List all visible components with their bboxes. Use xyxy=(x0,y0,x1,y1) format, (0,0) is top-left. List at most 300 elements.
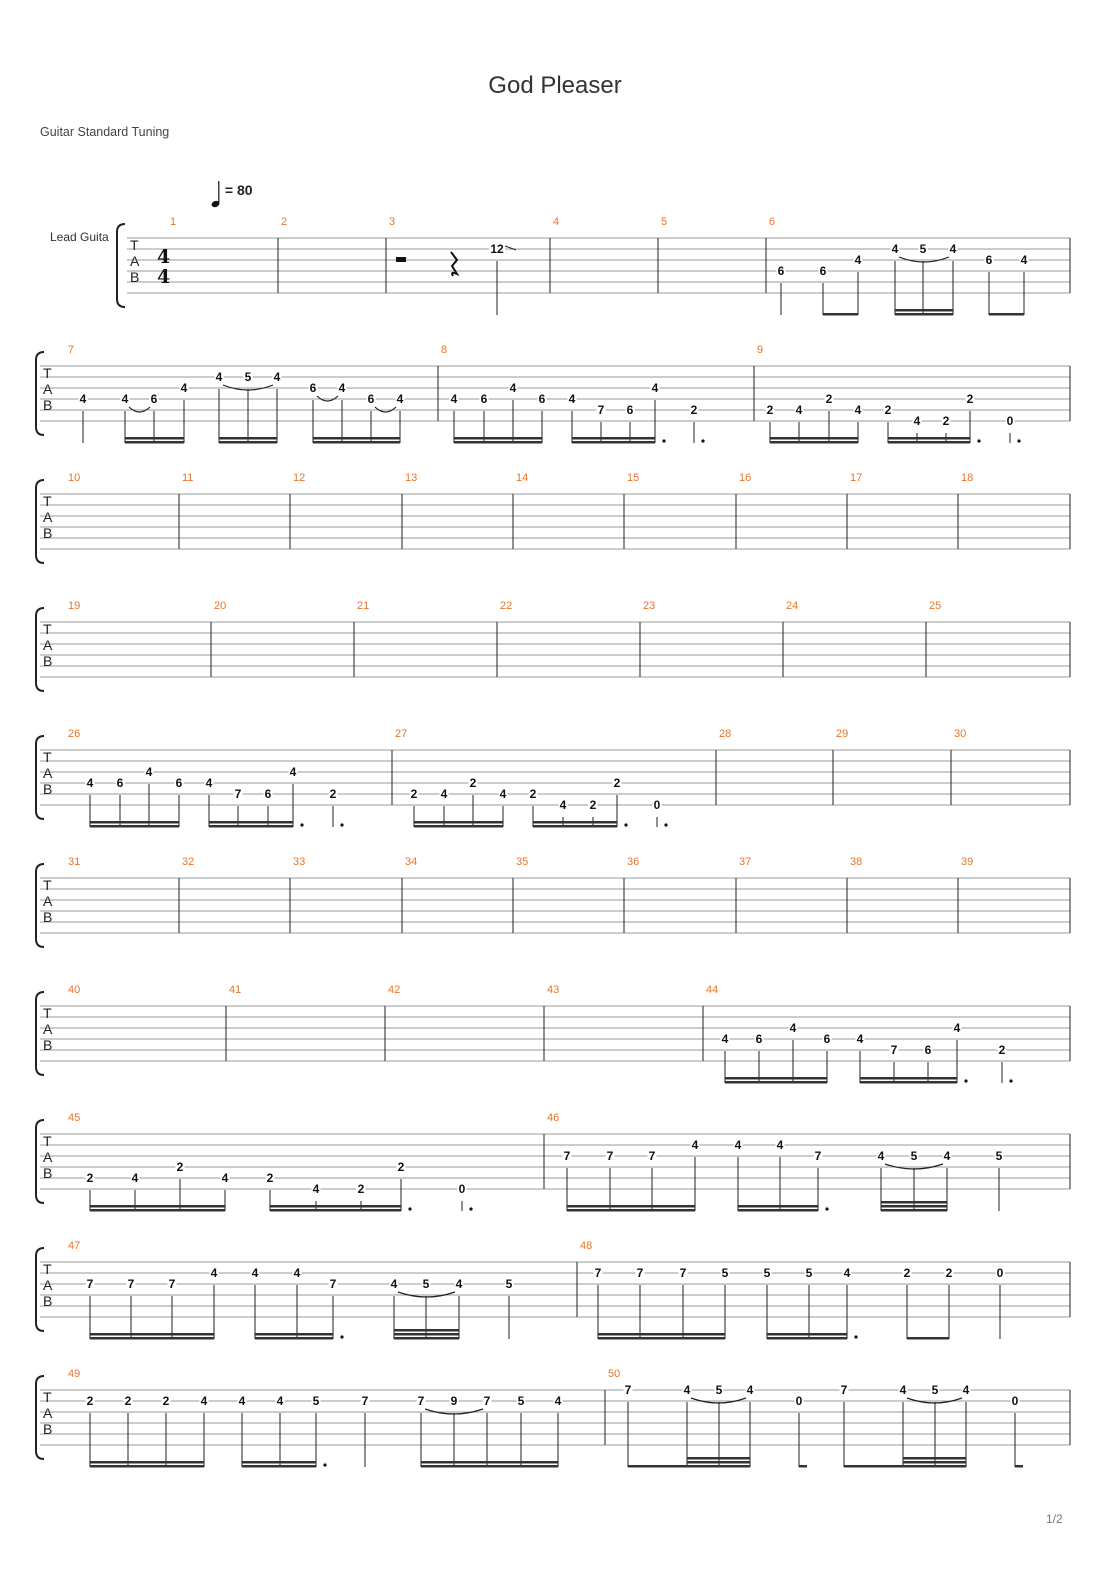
measure-number: 43 xyxy=(547,984,560,996)
note-beam xyxy=(567,1205,695,1208)
fret-number: 4 xyxy=(877,1149,885,1163)
fret-number: 4 xyxy=(651,381,659,395)
fret-number: 2 xyxy=(124,1394,132,1408)
tab-clef-letter: B xyxy=(43,1421,53,1437)
fret-number: 7 xyxy=(597,403,605,417)
fret-number: 7 xyxy=(483,1394,491,1408)
fret-number: 5 xyxy=(517,1394,525,1408)
fret-number: 7 xyxy=(417,1394,425,1408)
rhythm-dot xyxy=(701,439,704,442)
measure-number: 7 xyxy=(68,344,75,356)
note-beam xyxy=(313,441,400,444)
note-beam xyxy=(881,1209,947,1212)
note-beam xyxy=(1015,1465,1023,1468)
fret-number: 4 xyxy=(221,1171,229,1185)
system-bracket xyxy=(117,224,125,307)
fret-number: 4 xyxy=(856,1032,864,1046)
measure-number: 17 xyxy=(850,472,863,484)
fret-number: 7 xyxy=(679,1266,687,1280)
fret-number: 6 xyxy=(755,1032,763,1046)
fret-number: 4 xyxy=(499,787,507,801)
note-beam xyxy=(242,1461,316,1464)
measure-number: 30 xyxy=(954,728,967,740)
fret-number: 6 xyxy=(823,1032,831,1046)
fret-number: 7 xyxy=(234,787,242,801)
note-beam xyxy=(738,1209,818,1212)
fret-number: 2 xyxy=(329,787,337,801)
note-beam xyxy=(270,1205,401,1208)
note-beam xyxy=(313,437,400,440)
fret-number: 0 xyxy=(795,1394,803,1408)
measure-number: 3 xyxy=(389,216,396,228)
fret-number: 4 xyxy=(86,776,94,790)
tab-system xyxy=(36,472,1070,563)
tab-clef-letter: T xyxy=(43,877,52,893)
fret-number: 4 xyxy=(734,1138,742,1152)
fret-number: 2 xyxy=(589,798,597,812)
note-beam xyxy=(90,1333,214,1336)
note-beam xyxy=(895,309,953,312)
rhythm-dot xyxy=(469,1207,472,1210)
note-beam xyxy=(454,437,542,440)
fret-number: 4 xyxy=(450,392,458,406)
note-beam xyxy=(567,1209,695,1212)
fret-number: 0 xyxy=(1006,414,1014,428)
measure-number: 11 xyxy=(182,472,194,484)
tab-system xyxy=(36,1368,1070,1468)
note-beam xyxy=(888,437,970,440)
fret-number: 4 xyxy=(568,392,576,406)
note-beam xyxy=(860,1081,957,1084)
tab-clef-letter: T xyxy=(43,1389,52,1405)
rhythm-dot xyxy=(964,1079,967,1082)
rhythm-dot xyxy=(664,823,667,826)
fret-number: 6 xyxy=(175,776,183,790)
fret-number: 4 xyxy=(746,1383,754,1397)
rhythm-dot xyxy=(662,439,665,442)
note-beam xyxy=(770,437,858,440)
fret-number: 7 xyxy=(624,1383,632,1397)
fret-number: 6 xyxy=(150,392,158,406)
tab-clef-letter: T xyxy=(43,1133,52,1149)
fret-number: 2 xyxy=(613,776,621,790)
note-beam xyxy=(989,313,1024,316)
note-beam xyxy=(725,1077,827,1080)
fret-number: 4 xyxy=(390,1277,398,1291)
fret-number: 6 xyxy=(985,253,993,267)
note-beam xyxy=(219,437,277,440)
fret-number: 4 xyxy=(795,403,803,417)
measure-number: 35 xyxy=(516,856,529,868)
fret-number: 4 xyxy=(210,1266,218,1280)
measure-number: 45 xyxy=(68,1112,81,1124)
fret-number: 7 xyxy=(86,1277,94,1291)
fret-number: 7 xyxy=(563,1149,571,1163)
rhythm-dot xyxy=(1017,439,1020,442)
rhythm-dot xyxy=(854,1335,857,1338)
fret-number: 4 xyxy=(289,765,297,779)
note-beam xyxy=(767,1333,847,1336)
fret-number: 4 xyxy=(276,1394,284,1408)
fret-number: 2 xyxy=(266,1171,274,1185)
note-beam xyxy=(255,1333,333,1336)
tuning-label: Guitar Standard Tuning xyxy=(40,125,170,139)
fret-number: 7 xyxy=(636,1266,644,1280)
fret-number: 6 xyxy=(367,392,375,406)
fret-number: 5 xyxy=(715,1383,723,1397)
note-beam xyxy=(125,441,184,444)
tab-system xyxy=(117,216,1070,316)
measure-number: 1 xyxy=(170,216,177,228)
fret-number: 4 xyxy=(338,381,346,395)
measure-number: 25 xyxy=(929,600,942,612)
fret-number: 0 xyxy=(996,1266,1004,1280)
note-beam xyxy=(270,1209,401,1212)
measure-number: 29 xyxy=(836,728,849,740)
measure-number: 38 xyxy=(850,856,863,868)
note-beam xyxy=(881,1201,947,1204)
instrument-label: Lead Guita xyxy=(50,230,109,244)
note-beam xyxy=(903,1457,966,1460)
measure-number: 33 xyxy=(293,856,306,868)
measure-number: 6 xyxy=(769,216,776,228)
measure-number: 26 xyxy=(68,728,81,740)
fret-number: 2 xyxy=(176,1160,184,1174)
note-beam xyxy=(421,1465,558,1468)
fret-number: 2 xyxy=(766,403,774,417)
tab-clef-letter: A xyxy=(130,253,140,269)
fret-number: 2 xyxy=(86,1171,94,1185)
measure-number: 31 xyxy=(68,856,81,868)
fret-number: 4 xyxy=(854,253,862,267)
tab-clef-letter: T xyxy=(43,493,52,509)
rhythm-dot xyxy=(977,439,980,442)
measure-number: 49 xyxy=(68,1368,81,1380)
rhythm-dot xyxy=(340,823,343,826)
note-beam xyxy=(907,1337,949,1340)
fret-number: 2 xyxy=(903,1266,911,1280)
fret-number: 7 xyxy=(606,1149,614,1163)
fret-number: 6 xyxy=(116,776,124,790)
fret-number: 5 xyxy=(805,1266,813,1280)
fret-number: 6 xyxy=(819,264,827,278)
note-beam xyxy=(687,1457,750,1460)
tab-clef-letter: B xyxy=(43,653,53,669)
measure-number: 20 xyxy=(214,600,227,612)
fret-number: 4 xyxy=(943,1149,951,1163)
fret-number: 5 xyxy=(931,1383,939,1397)
fret-number: 2 xyxy=(86,1394,94,1408)
note-beam xyxy=(394,1333,459,1336)
note-beam xyxy=(394,1337,459,1340)
note-beam xyxy=(903,1461,966,1464)
measure-number: 9 xyxy=(757,344,764,356)
fret-number: 4 xyxy=(913,414,921,428)
note-beam xyxy=(823,313,858,316)
note-beam xyxy=(255,1337,333,1340)
note-beam xyxy=(242,1465,316,1468)
tab-clef-letter: T xyxy=(43,621,52,637)
fret-number: 4 xyxy=(396,392,404,406)
tab-clef-letter: A xyxy=(43,381,53,397)
tab-clef-letter: A xyxy=(43,637,53,653)
fret-number: 7 xyxy=(168,1277,176,1291)
fret-number: 7 xyxy=(127,1277,135,1291)
note-beam xyxy=(687,1461,750,1464)
measure-number: 41 xyxy=(229,984,242,996)
measure-number: 39 xyxy=(961,856,974,868)
fret-number: 4 xyxy=(891,242,899,256)
note-beam xyxy=(572,437,655,440)
note-beam xyxy=(903,1465,966,1468)
note-beam xyxy=(767,1337,847,1340)
song-title: God Pleaser xyxy=(488,72,622,99)
tempo-value: = 80 xyxy=(224,182,253,198)
measure-number: 14 xyxy=(516,472,529,484)
measure-number: 42 xyxy=(388,984,401,996)
fret-number: 6 xyxy=(480,392,488,406)
measure-number: 28 xyxy=(719,728,732,740)
note-beam xyxy=(219,441,277,444)
fret-number: 5 xyxy=(312,1394,320,1408)
fret-number: 7 xyxy=(329,1277,337,1291)
note-beam xyxy=(90,825,179,828)
fret-number: 2 xyxy=(162,1394,170,1408)
note-beam xyxy=(454,441,542,444)
rhythm-dot xyxy=(300,823,303,826)
tab-clef-letter: B xyxy=(43,909,53,925)
measure-number: 15 xyxy=(627,472,640,484)
fret-number: 4 xyxy=(440,787,448,801)
fret-number: 5 xyxy=(910,1149,918,1163)
measure-number: 27 xyxy=(395,728,408,740)
tab-clef-letter: T xyxy=(130,237,139,253)
fret-number: 7 xyxy=(840,1383,848,1397)
tab-clef-letter: T xyxy=(43,1261,52,1277)
fret-number: 4 xyxy=(854,403,862,417)
fret-number: 2 xyxy=(884,403,892,417)
measure-number: 32 xyxy=(182,856,195,868)
fret-number: 2 xyxy=(469,776,477,790)
fret-number: 4 xyxy=(79,392,87,406)
note-beam xyxy=(687,1465,750,1468)
tab-system xyxy=(36,344,1070,444)
tab-clef-letter: T xyxy=(43,365,52,381)
measure-number: 24 xyxy=(786,600,799,612)
fret-number: 4 xyxy=(949,242,957,256)
fret-number: 4 xyxy=(293,1266,301,1280)
fret-number: 12 xyxy=(490,242,504,256)
note-beam xyxy=(414,825,503,828)
measure-number: 22 xyxy=(500,600,513,612)
note-beam xyxy=(895,313,953,316)
quarter-rest-icon xyxy=(451,252,457,276)
tab-clef-letter: A xyxy=(43,509,53,525)
note-beam xyxy=(90,1337,214,1340)
note-beam xyxy=(90,1205,225,1208)
note-beam xyxy=(888,441,970,444)
measure-number: 10 xyxy=(68,472,81,484)
fret-number: 6 xyxy=(538,392,546,406)
measure-number: 23 xyxy=(643,600,656,612)
fret-number: 4 xyxy=(145,765,153,779)
tab-system xyxy=(36,1112,1070,1212)
tab-clef-letter: A xyxy=(43,893,53,909)
fret-number: 4 xyxy=(121,392,129,406)
fret-number: 4 xyxy=(455,1277,463,1291)
fret-number: 4 xyxy=(180,381,188,395)
fret-number: 6 xyxy=(309,381,317,395)
rhythm-dot xyxy=(1009,1079,1012,1082)
fret-number: 5 xyxy=(919,242,927,256)
note-beam xyxy=(533,821,617,824)
fret-number: 4 xyxy=(238,1394,246,1408)
fret-number: 6 xyxy=(264,787,272,801)
fret-number: 4 xyxy=(721,1032,729,1046)
tab-clef-letter: B xyxy=(43,1165,53,1181)
tab-clef-letter: B xyxy=(43,525,53,541)
note-beam xyxy=(533,825,617,828)
fret-number: 4 xyxy=(215,370,223,384)
measure-number: 18 xyxy=(961,472,974,484)
tab-clef-letter: B xyxy=(130,269,140,285)
tab-system xyxy=(36,984,1070,1084)
fret-number: 2 xyxy=(942,414,950,428)
measure-number: 46 xyxy=(547,1112,560,1124)
fret-number: 2 xyxy=(357,1182,365,1196)
fret-number: 4 xyxy=(131,1171,139,1185)
fret-number: 6 xyxy=(626,403,634,417)
note-beam xyxy=(725,1081,827,1084)
note-beam xyxy=(414,821,503,824)
fret-number: 2 xyxy=(966,392,974,406)
fret-number: 2 xyxy=(529,787,537,801)
tab-clef-letter: A xyxy=(43,1405,53,1421)
tab-system xyxy=(36,728,1070,828)
tab-system xyxy=(36,600,1070,691)
measure-number: 34 xyxy=(405,856,418,868)
fret-number: 7 xyxy=(361,1394,369,1408)
tab-clef-letter: B xyxy=(43,1293,53,1309)
fret-number: 5 xyxy=(995,1149,1003,1163)
note-beam xyxy=(598,1333,725,1336)
tab-clef-letter: A xyxy=(43,1021,53,1037)
tab-clef-letter: T xyxy=(43,749,52,765)
measure-number: 4 xyxy=(553,216,560,228)
fret-number: 4 xyxy=(899,1383,907,1397)
note-beam xyxy=(881,1205,947,1208)
measure-number: 5 xyxy=(661,216,668,228)
measure-number: 48 xyxy=(580,1240,593,1252)
fret-number: 9 xyxy=(450,1394,458,1408)
measure-number: 16 xyxy=(739,472,752,484)
fret-number: 6 xyxy=(924,1043,932,1057)
note-beam xyxy=(738,1205,818,1208)
rhythm-dot xyxy=(825,1207,828,1210)
note-beam xyxy=(394,1329,459,1332)
page-number: 1/2 xyxy=(1046,1512,1063,1526)
measure-number: 8 xyxy=(441,344,448,356)
measure-number: 13 xyxy=(405,472,418,484)
note-beam xyxy=(90,821,179,824)
fret-number: 5 xyxy=(763,1266,771,1280)
measure-number: 47 xyxy=(68,1240,81,1252)
measure-number: 40 xyxy=(68,984,81,996)
fret-number: 4 xyxy=(273,370,281,384)
fret-number: 4 xyxy=(776,1138,784,1152)
fret-number: 4 xyxy=(509,381,517,395)
note-beam xyxy=(209,825,293,828)
tab-clef-letter: A xyxy=(43,1277,53,1293)
note-beam xyxy=(572,441,655,444)
fret-number: 2 xyxy=(690,403,698,417)
note-beam xyxy=(799,1465,807,1468)
fret-number: 4 xyxy=(953,1021,961,1035)
measure-number: 37 xyxy=(739,856,752,868)
fret-number: 0 xyxy=(653,798,661,812)
note-beam xyxy=(421,1461,558,1464)
fret-number: 4 xyxy=(205,776,213,790)
measure-number: 21 xyxy=(357,600,370,612)
note-beam xyxy=(598,1337,725,1340)
note-beam xyxy=(125,437,184,440)
fret-number: 4 xyxy=(200,1394,208,1408)
fret-number: 4 xyxy=(691,1138,699,1152)
fret-number: 4 xyxy=(251,1266,259,1280)
fret-number: 7 xyxy=(890,1043,898,1057)
note-beam xyxy=(209,821,293,824)
fret-number: 2 xyxy=(410,787,418,801)
tab-clef-letter: T xyxy=(43,1005,52,1021)
tab-clef-letter: B xyxy=(43,781,53,797)
fret-number: 0 xyxy=(1011,1394,1019,1408)
note-beam xyxy=(90,1209,225,1212)
note-beam xyxy=(90,1461,204,1464)
tab-clef-letter: B xyxy=(43,397,53,413)
measure-number: 50 xyxy=(608,1368,621,1380)
fret-number: 2 xyxy=(945,1266,953,1280)
fret-number: 2 xyxy=(397,1160,405,1174)
fret-number: 2 xyxy=(825,392,833,406)
measure-number: 19 xyxy=(68,600,81,612)
fret-number: 4 xyxy=(843,1266,851,1280)
fret-number: 4 xyxy=(1020,253,1028,267)
fret-number: 4 xyxy=(554,1394,562,1408)
fret-number: 4 xyxy=(683,1383,691,1397)
fret-number: 7 xyxy=(814,1149,822,1163)
fret-number: 7 xyxy=(594,1266,602,1280)
fret-number: 4 xyxy=(312,1182,320,1196)
tab-system xyxy=(36,856,1070,947)
measure-number: 12 xyxy=(293,472,306,484)
time-signature-top: 4 xyxy=(157,246,171,268)
measure-number: 36 xyxy=(627,856,640,868)
rhythm-dot xyxy=(408,1207,411,1210)
rhythm-dot xyxy=(323,1463,326,1466)
tab-clef-letter: B xyxy=(43,1037,53,1053)
fret-number: 5 xyxy=(505,1277,513,1291)
fret-number: 5 xyxy=(422,1277,430,1291)
measure-number: 2 xyxy=(281,216,288,228)
half-rest-icon xyxy=(396,257,406,262)
measure-number: 44 xyxy=(706,984,719,996)
note-beam xyxy=(90,1465,204,1468)
fret-number: 6 xyxy=(777,264,785,278)
fret-number: 0 xyxy=(458,1182,466,1196)
tab-clef-letter: A xyxy=(43,1149,53,1165)
rhythm-dot xyxy=(624,823,627,826)
fret-number: 5 xyxy=(721,1266,729,1280)
